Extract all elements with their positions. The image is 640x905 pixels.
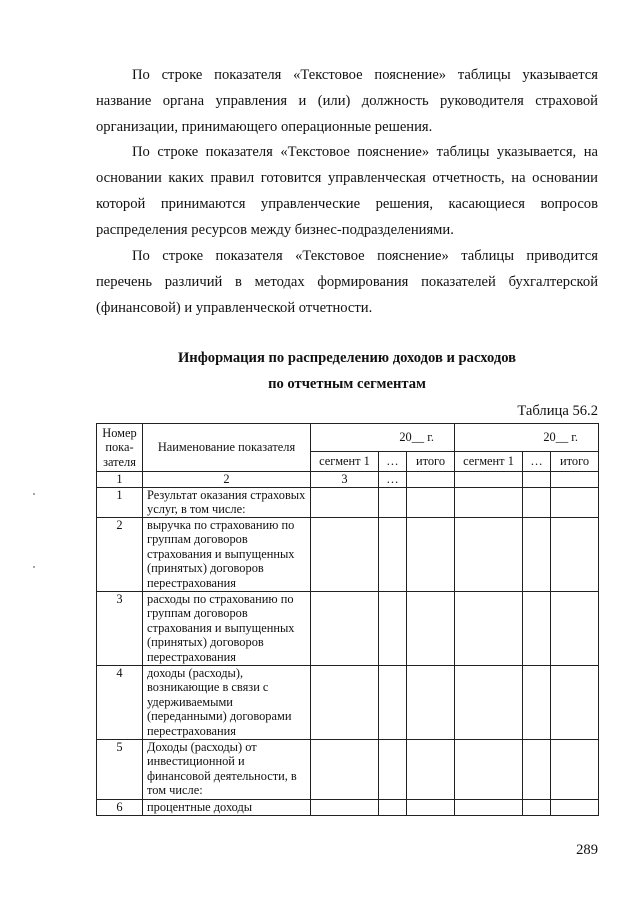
empty-cell — [311, 739, 379, 799]
table-row — [97, 517, 599, 591]
paragraph-2: По строке показателя «Текстовое пояснение» таблицы указывается, на основании каких правил готовится управленческая отчетность, на основании которой принимаются управленческие решения, касающиеся вопросов распределения ресурсов между бизнес-подразделениями. — [96, 144, 598, 238]
row-name: расходы по страхованию по группам договоров страхования и выпущенных (принятых) договоров перестрахования — [143, 591, 311, 665]
empty-cell — [407, 799, 455, 815]
empty-cell — [523, 739, 551, 799]
header-year-2 — [455, 424, 599, 452]
empty-cell — [523, 591, 551, 665]
year-label-2: 20__ г. — [543, 430, 579, 445]
page-number: 289 — [576, 842, 598, 858]
empty-cell — [379, 517, 407, 591]
empty-cell — [551, 472, 599, 488]
empty-cell — [551, 739, 599, 799]
table-caption: Таблица 56.2 — [517, 403, 598, 419]
empty-cell — [551, 591, 599, 665]
empty-cell — [551, 799, 599, 815]
table-title-line-2: по отчетным сегментам — [268, 376, 426, 392]
empty-cell — [311, 591, 379, 665]
col-number-2: 2 — [143, 472, 311, 488]
empty-cell — [379, 591, 407, 665]
row-name: выручка по страхованию по группам договоров страхования и выпущенных (принятых) договоров перестрахования — [143, 517, 311, 591]
scan-speck — [33, 566, 35, 568]
empty-cell — [551, 665, 599, 739]
empty-cell — [407, 739, 455, 799]
empty-cell — [455, 487, 523, 517]
header-total-b: итого — [551, 452, 599, 472]
empty-cell — [311, 799, 379, 815]
empty-cell — [407, 472, 455, 488]
table-row — [97, 487, 599, 517]
header-dots-a: … — [379, 452, 407, 472]
row-number: 2 — [97, 517, 143, 591]
empty-cell — [407, 487, 455, 517]
scan-speck — [33, 493, 35, 495]
header-segment-1b: сегмент 1 — [455, 452, 523, 472]
row-number: 6 — [97, 799, 143, 815]
empty-cell — [455, 591, 523, 665]
paragraph-1: По строке показателя «Текстовое пояснение» таблицы указывается название органа управления и (или) должность руководителя страховой организации, принимающего операционные решения. — [96, 67, 598, 135]
empty-cell — [311, 517, 379, 591]
empty-cell — [455, 665, 523, 739]
empty-cell — [455, 739, 523, 799]
header-segment-1a: сегмент 1 — [311, 452, 379, 472]
empty-cell — [407, 591, 455, 665]
row-number: 4 — [97, 665, 143, 739]
row-number: 3 — [97, 591, 143, 665]
empty-cell — [407, 517, 455, 591]
col-number-dots: … — [379, 472, 407, 488]
row-number: 5 — [97, 739, 143, 799]
header-number: Номер пока-зателя — [97, 424, 143, 472]
row-name: доходы (расходы), возникающие в связи с удерживаемыми (переданными) договорами перестрахования — [143, 665, 311, 739]
empty-cell — [311, 487, 379, 517]
header-year-1 — [311, 424, 455, 452]
table-row — [97, 799, 599, 815]
year-label-1: 20__ г. — [399, 430, 435, 445]
table-row — [97, 739, 599, 799]
row-name: Результат оказания страховых услуг, в том числе: — [143, 487, 311, 517]
empty-cell — [379, 487, 407, 517]
empty-cell — [523, 472, 551, 488]
empty-cell — [379, 739, 407, 799]
header-total-a: итого — [407, 452, 455, 472]
col-number-1: 1 — [97, 472, 143, 488]
col-number-3: 3 — [311, 472, 379, 488]
empty-cell — [379, 665, 407, 739]
paragraph-3: По строке показателя «Текстовое пояснение» таблицы приводится перечень различий в методах формирования показателей бухгалтерской (финансовой) и управленческой отчетности. — [96, 248, 598, 316]
empty-cell — [455, 517, 523, 591]
empty-cell — [523, 487, 551, 517]
empty-cell — [455, 799, 523, 815]
row-number: 1 — [97, 487, 143, 517]
row-name: процентные доходы — [143, 799, 311, 815]
empty-cell — [551, 517, 599, 591]
empty-cell — [311, 665, 379, 739]
empty-cell — [455, 472, 523, 488]
header-name: Наименование показателя — [143, 424, 311, 472]
empty-cell — [523, 517, 551, 591]
header-dots-b: … — [523, 452, 551, 472]
empty-cell — [551, 487, 599, 517]
empty-cell — [407, 665, 455, 739]
segments-table — [96, 423, 599, 816]
empty-cell — [523, 799, 551, 815]
empty-cell — [379, 799, 407, 815]
empty-cell — [523, 665, 551, 739]
table-row — [97, 665, 599, 739]
table-row — [97, 591, 599, 665]
row-name: Доходы (расходы) от инвестиционной и финансовой деятельности, в том числе: — [143, 739, 311, 799]
table-title-line-1: Информация по распределению доходов и расходов — [177, 350, 517, 366]
